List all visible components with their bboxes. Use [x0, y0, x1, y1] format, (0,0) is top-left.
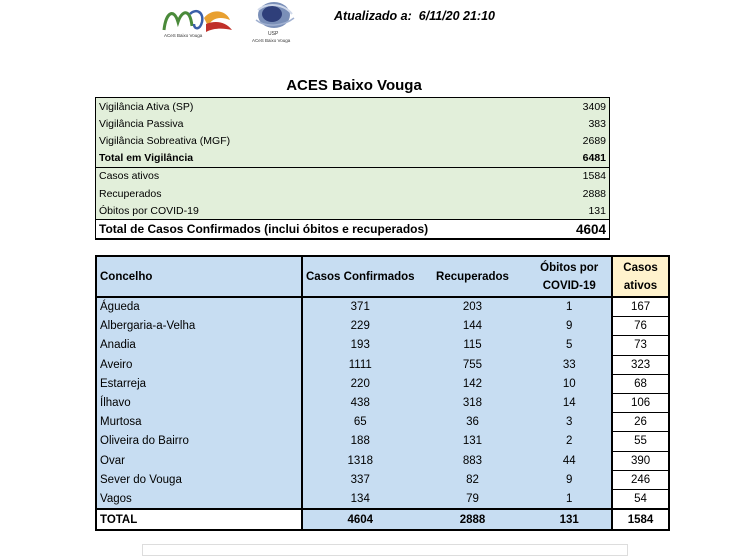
table-row: [96, 374, 669, 393]
municipality-name: Estarreja: [96, 374, 302, 393]
table-row: [96, 489, 669, 509]
cell-obitos: 9: [527, 470, 612, 489]
table-header-row: [96, 256, 669, 297]
summary-label: Total em Vigilância: [96, 150, 560, 168]
cell-recuperados: 115: [418, 336, 528, 355]
cell-ativos: 73: [612, 336, 669, 355]
municipality-name: Oliveira do Bairro: [96, 432, 302, 451]
summary-row: [96, 132, 610, 149]
cell-obitos: 1: [527, 489, 612, 509]
cell-ativos: 55: [612, 432, 669, 451]
table-row: [96, 336, 669, 355]
table-row: [96, 451, 669, 470]
table-row: [96, 317, 669, 336]
cell-recuperados: 82: [418, 470, 528, 489]
cell-ativos: 167: [612, 297, 669, 317]
municipality-name: Ovar: [96, 451, 302, 470]
cell-recuperados: 142: [418, 374, 528, 393]
logo1-text: ACeS Baixo Vouga: [164, 33, 203, 38]
summary-value: 4604: [559, 220, 609, 240]
table-row: [96, 413, 669, 432]
summary-value: 2689: [559, 132, 609, 149]
cell-recuperados: 755: [418, 355, 528, 374]
summary-value: 3409: [559, 98, 609, 116]
cell-obitos: 33: [527, 355, 612, 374]
cell-ativos: 106: [612, 393, 669, 412]
header-obitos: [527, 256, 612, 297]
cell-obitos: 9: [527, 317, 612, 336]
bottom-frame: [142, 544, 628, 556]
cell-confirmados: 337: [302, 470, 418, 489]
cell-recuperados: 79: [418, 489, 528, 509]
cell-recuperados: 883: [418, 451, 528, 470]
cell-confirmados: 220: [302, 374, 418, 393]
cell-confirmados: 371: [302, 297, 418, 317]
header-obitos-line1: Óbitos por: [540, 261, 599, 274]
header-ativos-line2: ativos: [623, 279, 658, 292]
header-obitos-line2: COVID-19: [542, 279, 596, 292]
municipality-name: Sever do Vouga: [96, 470, 302, 489]
updated-timestamp: [334, 9, 495, 23]
cell-confirmados: 229: [302, 317, 418, 336]
summary-row: [96, 185, 610, 202]
summary-label: Óbitos por COVID-19: [96, 202, 560, 220]
table-row: [96, 432, 669, 451]
cell-obitos: 10: [527, 374, 612, 393]
updated-label: Atualizado a:: [334, 9, 412, 23]
cell-confirmados: 1318: [302, 451, 418, 470]
table-row: [96, 393, 669, 412]
cell-ativos: 246: [612, 470, 669, 489]
usp-logo: [244, 0, 304, 46]
aces-logo: [160, 4, 236, 38]
header-ativos: [612, 256, 669, 297]
summary-label: Vigilância Sobreativa (MGF): [96, 132, 560, 149]
header-recuperados: Recuperados: [418, 256, 528, 297]
total-confirmados: 4604: [302, 509, 418, 530]
municipality-cases-table: [95, 255, 670, 531]
total-recuperados: 2888: [418, 509, 528, 530]
summary-value: 6481: [559, 150, 609, 168]
summary-value: 131: [559, 202, 609, 220]
cell-ativos: 26: [612, 413, 669, 432]
summary-value: 1584: [559, 167, 609, 185]
summary-value: 383: [559, 115, 609, 132]
summary-row: [96, 202, 610, 220]
cell-ativos: 323: [612, 355, 669, 374]
municipality-name: Aveiro: [96, 355, 302, 374]
table-row: [96, 297, 669, 317]
summary-label: Recuperados: [96, 185, 560, 202]
cell-ativos: 54: [612, 489, 669, 509]
total-ativos: 1584: [612, 509, 669, 530]
cell-obitos: 44: [527, 451, 612, 470]
municipality-name: Ílhavo: [96, 393, 302, 412]
cell-confirmados: 65: [302, 413, 418, 432]
summary-label: Vigilância Passiva: [96, 115, 560, 132]
header-concelho: Concelho: [96, 256, 302, 297]
cell-confirmados: 134: [302, 489, 418, 509]
cell-obitos: 3: [527, 413, 612, 432]
summary-row-total-confirmed: [96, 220, 610, 240]
summary-row-total-surveillance: [96, 150, 610, 168]
municipality-name: Vagos: [96, 489, 302, 509]
summary-value: 2888: [559, 185, 609, 202]
cell-obitos: 5: [527, 336, 612, 355]
summary-row: [96, 98, 610, 116]
header-confirmados: Casos Confirmados: [302, 256, 418, 297]
cell-obitos: 1: [527, 297, 612, 317]
logo2-text-bottom: ACeS Baixo Vouga: [252, 38, 291, 43]
cell-confirmados: 188: [302, 432, 418, 451]
surveillance-summary-table: [95, 97, 610, 240]
municipality-name: Murtosa: [96, 413, 302, 432]
header-ativos-line1: Casos: [623, 261, 658, 274]
cell-confirmados: 193: [302, 336, 418, 355]
cell-recuperados: 36: [418, 413, 528, 432]
municipality-name: Águeda: [96, 297, 302, 317]
cell-recuperados: 131: [418, 432, 528, 451]
cell-recuperados: 318: [418, 393, 528, 412]
municipality-name: Albergaria-a-Velha: [96, 317, 302, 336]
total-label: TOTAL: [96, 509, 302, 530]
cell-recuperados: 144: [418, 317, 528, 336]
page-title: ACES Baixo Vouga: [286, 77, 422, 94]
summary-row: [96, 115, 610, 132]
cell-obitos: 2: [527, 432, 612, 451]
total-obitos: 131: [527, 509, 612, 530]
table-row: [96, 355, 669, 374]
summary-label: Vigilância Ativa (SP): [96, 98, 560, 116]
summary-label: Casos ativos: [96, 167, 560, 185]
updated-value: 6/11/20 21:10: [418, 9, 495, 23]
cell-confirmados: 1111: [302, 355, 418, 374]
summary-row: [96, 167, 610, 185]
cell-ativos: 76: [612, 317, 669, 336]
cell-ativos: 68: [612, 374, 669, 393]
table-total-row: [96, 509, 669, 530]
cell-ativos: 390: [612, 451, 669, 470]
cell-confirmados: 438: [302, 393, 418, 412]
logo2-text-top: USP: [268, 31, 279, 37]
cell-obitos: 14: [527, 393, 612, 412]
cell-recuperados: 203: [418, 297, 528, 317]
table-row: [96, 470, 669, 489]
summary-label: Total de Casos Confirmados (inclui óbitos e recuperados): [96, 220, 560, 240]
municipality-name: Anadia: [96, 336, 302, 355]
